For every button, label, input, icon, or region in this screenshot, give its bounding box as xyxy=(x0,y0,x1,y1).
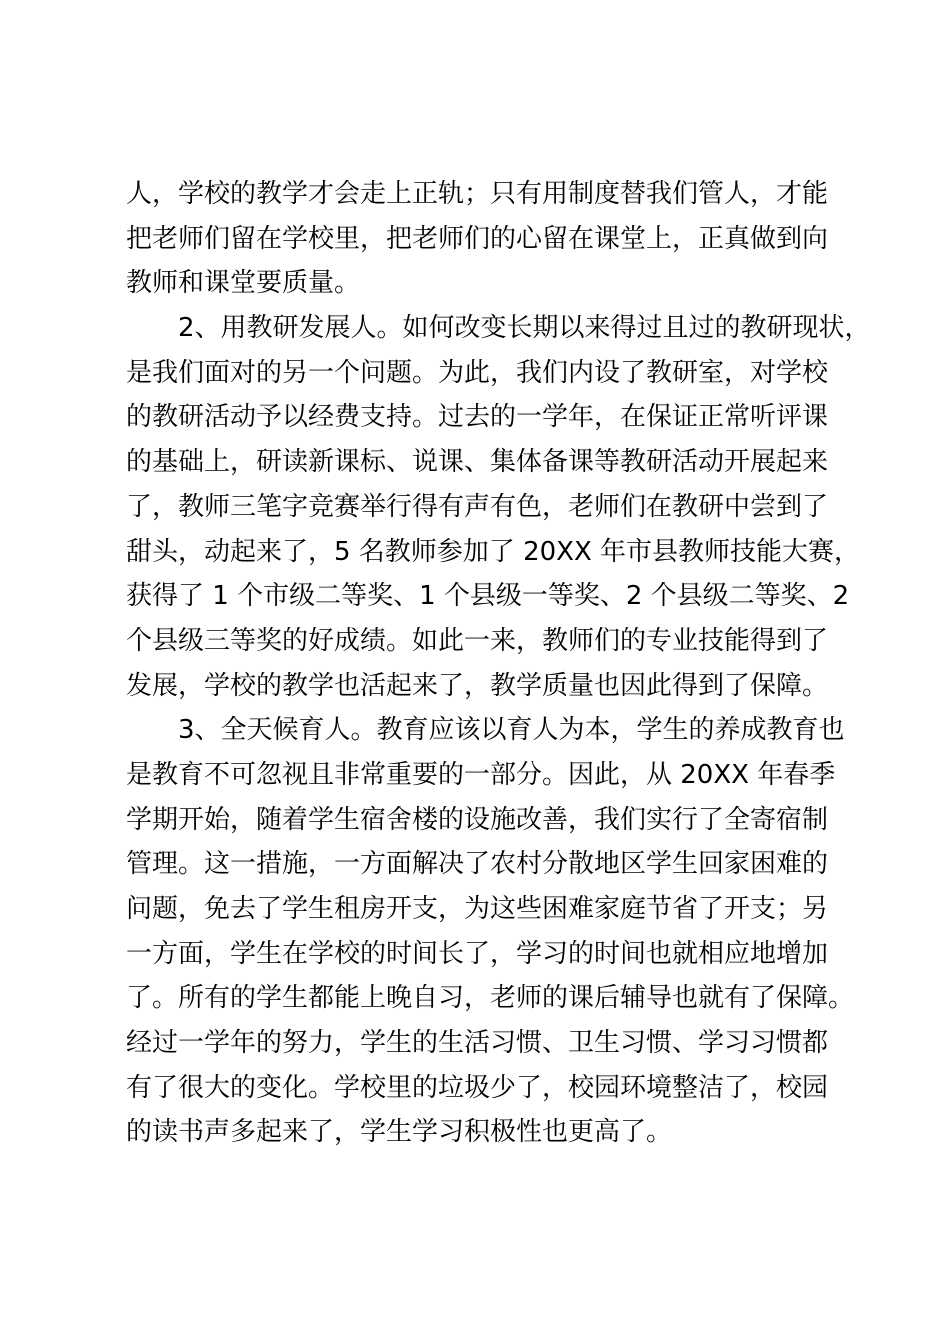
text-line: 管理。这一措施，一方面解决了农村分散地区学生回家困难的 xyxy=(126,849,829,880)
text-line: 发展，学校的教学也活起来了，教学质量也因此得到了保障。 xyxy=(126,670,829,701)
text-line: 个县级三等奖的好成绩。如此一来，教师们的专业技能得到了 xyxy=(126,625,829,656)
text-line: 人，学校的教学才会走上正轨；只有用制度替我们管人，才能 xyxy=(126,179,829,209)
text-line: 的基础上，研读新课标、说课、集体备课等教研活动开展起来 xyxy=(126,447,829,478)
text-line: 甜头，动起来了，5 名教师参加了 20XX 年市县教师技能大赛， xyxy=(126,536,861,567)
body-text xyxy=(126,172,871,1155)
text-line: 教师和课堂要质量。 xyxy=(126,268,361,299)
text-line: 有了很大的变化。学校里的垃圾少了，校园环境整洁了，校园 xyxy=(126,1072,829,1103)
text-line: 学期开始，随着学生宿舍楼的设施改善，我们实行了全寄宿制 xyxy=(126,804,829,835)
paragraph-3-first-line: 3、全天候育人。教育应该以育人为本，学生的养成教育也 xyxy=(178,715,845,746)
text-line: 是教育不可忽视且非常重要的一部分。因此，从 20XX 年春季 xyxy=(126,759,836,790)
text-line: 的教研活动予以经费支持。过去的一学年，在保证正常听评课 xyxy=(126,402,829,433)
text-line: 经过一学年的努力，学生的生活习惯、卫生习惯、学习习惯都 xyxy=(126,1028,829,1059)
text-line: 获得了 1 个市级二等奖、1 个县级一等奖、2 个县级二等奖、2 xyxy=(126,581,850,612)
text-line: 了。所有的学生都能上晚自习，老师的课后辅导也就有了保障。 xyxy=(126,983,855,1014)
text-line: 是我们面对的另一个问题。为此，我们内设了教研室，对学校 xyxy=(126,357,829,388)
paragraph-2-first-line: 2、用教研发展人。如何改变长期以来得过且过的教研现状， xyxy=(178,313,871,344)
text-line: 一方面，学生在学校的时间长了，学习的时间也就相应地增加 xyxy=(126,938,829,969)
text-line: 的读书声多起来了，学生学习积极性也更高了。 xyxy=(126,1117,673,1148)
text-line: 了，教师三笔字竞赛举行得有声有色，老师们在教研中尝到了 xyxy=(126,491,829,522)
text-line: 把老师们留在学校里，把老师们的心留在课堂上，正真做到向 xyxy=(126,223,829,254)
text-line: 问题，免去了学生租房开支，为这些困难家庭节省了开支；另 xyxy=(126,894,829,924)
